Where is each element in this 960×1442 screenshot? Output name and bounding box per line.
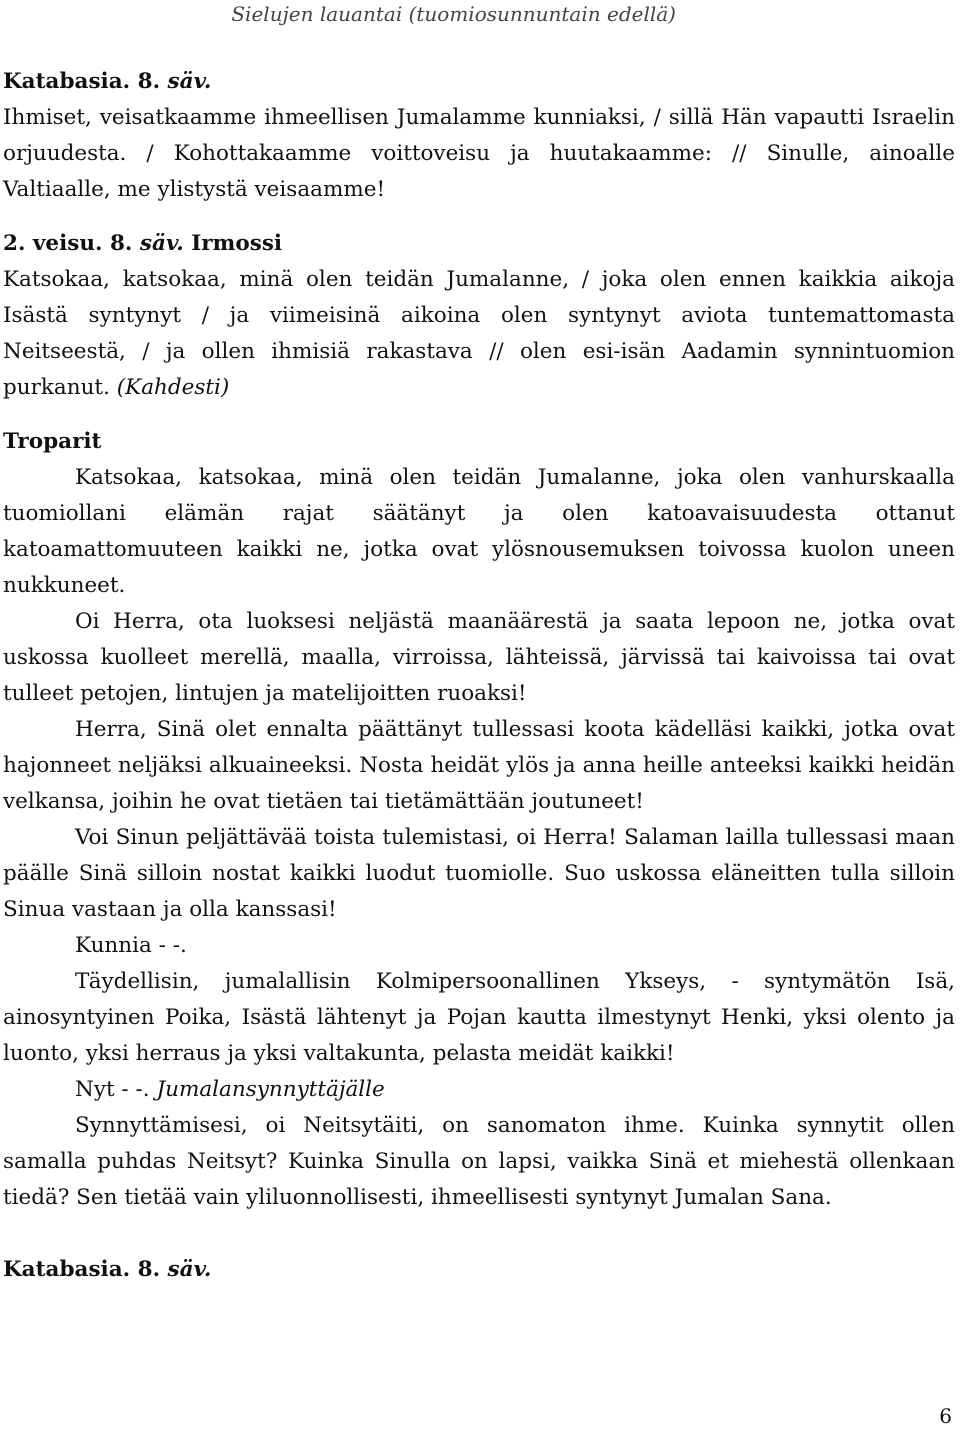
tropari-paragraph-5: Täydellisin, jumalallisin Kolmipersoonallinen Ykseys, - syntymätön Isä, ainosyntyinen Poika, Isästä lähtenyt ja Pojan kautta ilmestynyt Henki, yksi olento ja luonto, yksi herraus ja yksi valtakunta, pelasta meidät kaikki! <box>3 969 955 1066</box>
page-number: 6 <box>939 1404 952 1428</box>
running-header: Sielujen lauantai (tuomiosunnuntain edellä) <box>231 2 676 26</box>
heading-italic: säv. <box>139 231 184 256</box>
kahdesti-note: (Kahdesti) <box>116 375 230 400</box>
nyt-italic: Jumalansynnyttäjälle <box>156 1077 385 1102</box>
heading-text: Katabasia. 8. <box>3 69 168 94</box>
nyt-line <box>3 1072 955 1108</box>
nyt-text: Nyt - -. <box>75 1077 150 1102</box>
tropari-paragraph-1: Katsokaa, katsokaa, minä olen teidän Jumalanne, joka olen vanhurskaalla tuomiollani elämän rajat säätänyt ja olen katoavaisuudesta ottanut katoamattomuuteen kaikki ne, jotka ovat ylösnousemuksen toivossa kuolon uneen nukkuneet. <box>3 465 955 598</box>
irmossi-body: Katsokaa, katsokaa, minä olen teidän Jumalanne, / joka olen ennen kaikkia aikoja Isästä syntynyt / ja viimeisinä aikoina olen syntynyt aviota tuntemattomasta Neitseestä, / ja ollen ihmisiä rakastava // olen esi-isän Aadamin synnintuomion purkanut. <box>3 267 955 400</box>
tropari-paragraph-2: Oi Herra, ota luoksesi neljästä maanäärestä ja saata lepoon ne, jotka ovat uskossa kuolleet merellä, maalla, virroissa, lähteissä, järvissä tai kaivoissa tai ovat tulleet petojen, lintujen ja matelijoitten ruoaksi! <box>3 609 955 706</box>
heading-text: Katabasia. 8. <box>3 1257 168 1282</box>
tropari-paragraph-3: Herra, Sinä olet ennalta päättänyt tullessasi koota kädelläsi kaikki, jotka ovat hajonneet neljäksi alkuaineeksi. Nosta heidät ylös ja anna heille anteeksi kaikki heidän velkansa, joihin he ovat tietäen tai tietämättään joutuneet! <box>3 717 955 814</box>
troparit-heading: Troparit <box>3 429 102 454</box>
heading-text: 2. veisu. 8. <box>3 231 140 256</box>
veisu-heading <box>3 226 955 262</box>
heading-italic: säv. <box>167 69 212 94</box>
tropari-paragraph-4: Voi Sinun peljättävää toista tulemistasi, oi Herra! Salaman lailla tullessasi maan päälle Sinä silloin nostat kaikki luodut tuomiolle. Suo uskossa eläneitten tulla silloin Sinua vastaan ja olla kanssasi! <box>3 825 955 922</box>
katabasia-heading-2 <box>3 1252 955 1288</box>
irmossi-text <box>3 262 955 406</box>
kunnia-line: Kunnia - -. <box>75 933 187 958</box>
document-body <box>3 64 955 1288</box>
katabasia-text: Ihmiset, veisatkaamme ihmeellisen Jumalamme kunniaksi, / sillä Hän vapautti Israelin orjuudesta. / Kohottakaamme voittoveisu ja huutakaamme: // Sinulle, ainoalle Valtiaalle, me ylistystä veisaamme! <box>3 105 955 202</box>
heading-italic: säv. <box>167 1257 212 1282</box>
tropari-paragraph-6: Synnyttämisesi, oi Neitsytäiti, on sanomaton ihme. Kuinka synnytit ollen samalla puhdas Neitsyt? Kuinka Sinulla on lapsi, vaikka Sinä et miehestä ollenkaan tiedä? Sen tietää vain yliluonnollisesti, ihmeellisesti syntynyt Jumalan Sana. <box>3 1113 955 1210</box>
heading-tail: Irmossi <box>183 231 283 256</box>
katabasia-heading <box>3 64 955 100</box>
